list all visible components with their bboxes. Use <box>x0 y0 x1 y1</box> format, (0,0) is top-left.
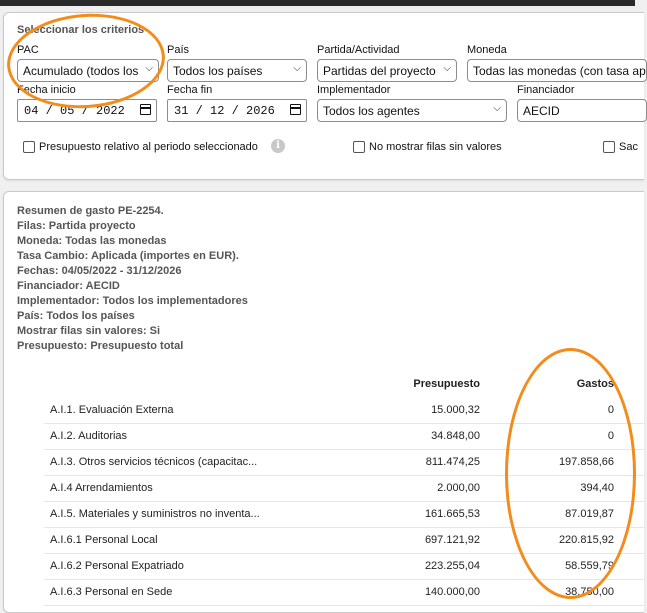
fecha-fin-input[interactable] <box>167 99 307 122</box>
row-presupuesto: 811.474,25 <box>425 456 480 468</box>
row-gastos: 38.750,00 <box>565 586 614 598</box>
row-name: A.I.6.3 Personal en Sede <box>50 586 173 598</box>
no-mostrar-filas-checkbox[interactable] <box>353 141 502 153</box>
table-row <box>44 554 644 580</box>
partida-value: Partidas del proyecto <box>323 64 436 78</box>
fecha-fin-label: Fecha fin <box>167 84 213 96</box>
partida-select[interactable] <box>317 59 457 82</box>
summary-line: Resumen de gasto PE-2254. <box>17 205 164 217</box>
fecha-inicio-value: 04 / 05 / 2022 <box>24 104 125 118</box>
row-gastos: 87.019,87 <box>565 508 614 520</box>
row-name: A.I.4 Arrendamientos <box>50 482 153 494</box>
no-mostrar-filas-label: No mostrar filas sin valores <box>369 141 502 153</box>
row-presupuesto: 223.255,04 <box>424 560 480 572</box>
summary-line: Tasa Cambio: Aplicada (importes en EUR). <box>17 250 239 262</box>
chevron-down-icon: ⌵ <box>493 103 501 114</box>
row-name: A.I.6.1 Personal Local <box>50 534 158 546</box>
financiador-value: AECID <box>523 104 560 118</box>
fecha-inicio-label: Fecha inicio <box>17 84 76 96</box>
table-row <box>44 398 644 424</box>
presupuesto-column-header: Presupuesto <box>413 378 480 390</box>
summary-panel <box>3 191 644 613</box>
criteria-title: Seleccionar los criterios <box>17 24 145 36</box>
pais-label: País <box>167 44 190 56</box>
row-presupuesto: 2.000,00 <box>437 482 480 494</box>
row-gastos: 220.815,92 <box>558 534 614 546</box>
extra-checkbox[interactable] <box>603 141 638 153</box>
summary-line: Mostrar filas sin valores: Si <box>17 325 161 337</box>
summary-line: Implementador: Todos los implementadores <box>17 295 248 307</box>
top-bar <box>0 0 635 6</box>
calendar-icon[interactable] <box>140 104 151 115</box>
implementador-value: Todos los agentes <box>323 104 420 118</box>
summary-line: País: Todos los países <box>17 310 135 322</box>
criteria-panel <box>3 12 644 180</box>
table-row <box>44 450 644 476</box>
table-row <box>44 528 644 554</box>
summary-line: Fechas: 04/05/2022 - 31/12/2026 <box>17 265 182 277</box>
moneda-label: Moneda <box>467 44 507 56</box>
implementador-label: Implementador <box>317 84 391 96</box>
row-name: A.I.6.2 Personal Expatriado <box>50 560 184 572</box>
summary-line: Presupuesto: Presupuesto total <box>17 340 184 352</box>
pac-value: Acumulado (todos los <box>23 64 139 78</box>
table-row <box>44 502 644 528</box>
info-icon[interactable]: i <box>271 139 285 153</box>
summary-line: Moneda: Todas las monedas <box>17 235 167 247</box>
row-name: A.I.1. Evaluación Externa <box>50 404 174 416</box>
row-gastos: 0 <box>607 430 614 442</box>
table-row <box>44 424 644 450</box>
moneda-value: Todas las monedas (con tasa ap <box>473 64 646 78</box>
table-row <box>44 476 644 502</box>
pac-label: PAC <box>17 44 39 56</box>
row-presupuesto: 15.000,32 <box>431 404 480 416</box>
row-name: A.I.5. Materiales y suministros no inventa... <box>50 508 260 520</box>
financiador-label: Financiador <box>517 84 575 96</box>
checkbox-box[interactable] <box>353 141 365 153</box>
row-presupuesto: 697.121,92 <box>424 534 480 546</box>
summary-line: Financiador: AECID <box>17 280 120 292</box>
pac-select[interactable] <box>17 59 159 82</box>
row-presupuesto: 34.848,00 <box>431 430 480 442</box>
checkbox-box[interactable] <box>23 141 35 153</box>
row-gastos: 197.858,66 <box>558 456 614 468</box>
partida-label: Partida/Actividad <box>317 44 400 56</box>
presupuesto-relativo-label: Presupuesto relativo al periodo seleccionado <box>39 141 258 153</box>
row-presupuesto: 161.665,53 <box>424 508 480 520</box>
row-gastos: 58.559,79 <box>565 560 614 572</box>
summary-header <box>17 204 248 354</box>
row-gastos: 394,40 <box>580 482 614 494</box>
gastos-column-header: Gastos <box>576 378 614 390</box>
summary-line: Filas: Partida proyecto <box>17 220 136 232</box>
chevron-down-icon: ⌵ <box>293 63 301 74</box>
financiador-select[interactable] <box>517 99 647 122</box>
presupuesto-relativo-checkbox[interactable] <box>23 141 258 153</box>
table-row <box>44 580 644 606</box>
chevron-down-icon: ⌵ <box>443 63 451 74</box>
checkbox-box[interactable] <box>603 141 615 153</box>
pais-value: Todos los países <box>173 64 263 78</box>
calendar-icon[interactable] <box>290 104 301 115</box>
extra-checkbox-label: Sac <box>619 141 638 153</box>
row-name: A.I.2. Auditorias <box>50 430 128 442</box>
fecha-inicio-input[interactable] <box>17 99 157 122</box>
implementador-select[interactable] <box>317 99 507 122</box>
pais-select[interactable] <box>167 59 307 82</box>
row-name: A.I.3. Otros servicios técnicos (capacitac... <box>50 456 258 468</box>
budget-table <box>44 398 644 606</box>
row-gastos: 0 <box>607 404 614 416</box>
moneda-select[interactable] <box>467 59 647 82</box>
fecha-fin-value: 31 / 12 / 2026 <box>174 104 275 118</box>
chevron-down-icon: ⌵ <box>145 63 153 74</box>
row-presupuesto: 140.000,00 <box>424 586 480 598</box>
